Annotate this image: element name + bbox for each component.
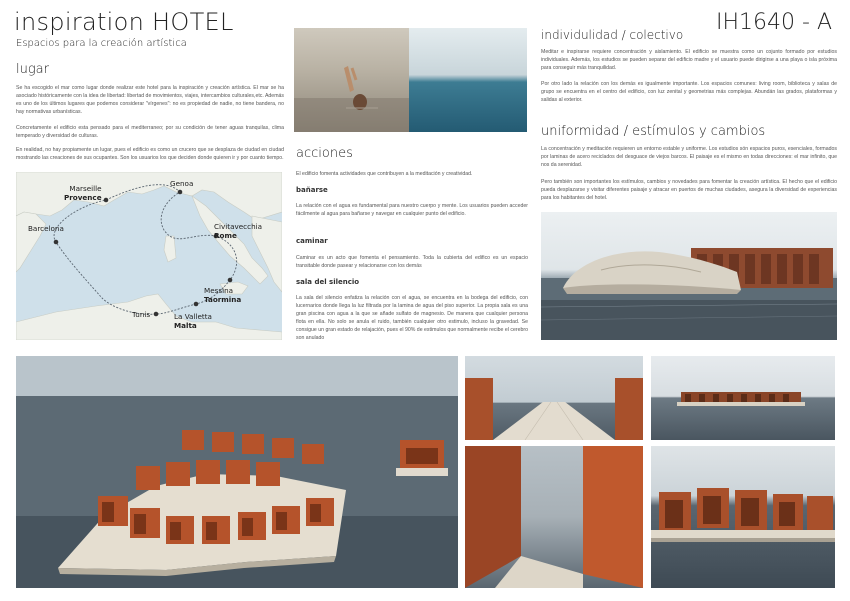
hotel-closeup-render	[651, 446, 835, 588]
deck-walkway-render	[465, 356, 643, 440]
map-dot-tunis	[154, 312, 159, 317]
hotel-side-render	[541, 212, 837, 340]
acciones-heading: acciones	[296, 146, 353, 161]
swimmer-figure	[294, 28, 409, 132]
map-land-iberia	[16, 212, 46, 272]
uniformidad-heading: uniformidad / estímulos y cambios	[541, 124, 766, 139]
map-label-marseille: Marseille Provence	[64, 184, 102, 202]
deck-walkway-graphic	[465, 356, 643, 440]
uniformidad-paragraph-1: La concentración y meditación requieren un entorno estable y uniforme. Los estudios són espacios puros, esenciales, formados por laminas de acero reciclados del desguace de viejos barcos. El paisaje es el mismo en todas direcciones: el mar infinito, que nos da serenidad.	[541, 146, 837, 169]
banarse-text: La relación con el agua es fundamental para nuestro cuerpo y mente. Los usuarios pueden acceder fácilmente al agua para bañarse y navegar en cualquier punto del edificio.	[296, 203, 528, 218]
acciones-intro: El edificio fomenta actividades que contribuyen a la meditación y creatividad.	[296, 171, 473, 177]
hotel-distance-graphic	[651, 356, 835, 440]
individualidad-heading: individulidad / colectivo	[541, 28, 684, 42]
map-label-valletta: La Valletta Malta	[174, 312, 212, 330]
hotel-aerial-render	[16, 356, 458, 588]
map-dot-marseille	[104, 198, 109, 203]
individualidad-paragraph-1: Meditar e inspirarse requiere concentración y aislamiento. El edificio se muestra como un cojunto formado por estudios individuales. Además, los estudios se pueden separar del edificio madre y el usuario puede dirigirse a una playa o isla próxima para conseguir más tranquilidad.	[541, 49, 837, 72]
lugar-paragraph-3: En realidad, no hay propiamente un lugar, pues el edificio es como un crucero que se desplaza de ciudad en ciudad mostrando las creaciones de sus ocupantes. Son los usuarios los que deciden donde quieren ir y por cuanto tiempo.	[16, 147, 284, 162]
map-label-genoa: Genoa	[170, 179, 194, 188]
studio-corridor-render	[465, 446, 643, 588]
silencio-text: La sala del silencio enfatiza la relación con el agua, se encuentra en la bodega del edificio, con lucernarios donde llega la luz filtrada por la lamina de agua del piso superior. La propia sala es una gran piscina con agua a la que se añade sulfato de magnesio. De manera que cualquier persona flota en ella. No solo se anula el ruido, también cualquier otro estimulo, incluso la gravedad. Se consigue un gran estado de relajación, pues el 90% de estimulos que normalmente recibe el cerebro son anulado	[296, 295, 528, 342]
project-code: IH1640 - A	[716, 10, 832, 35]
page-subtitle: Espacios para la creación artística	[16, 38, 187, 49]
caminar-title: caminar	[296, 237, 328, 245]
caminar-text: Caminar es un acto que fomenta el pensamiento. Toda la cubierta del edifico es un espacio transitable donde pasear y relacionarse con los demás	[296, 255, 528, 270]
studio-corridor-graphic	[465, 446, 643, 588]
uniformidad-paragraph-2: Pero también son importantes los estímulos, cambios y novedades para fomentar la creación artística. El hecho que el edificio pueda desplazarse y visitar diferentes paisaje y atracar en puertos de muchas ciudades, asegura la diversidad de experiencias para los habitantes del hotel.	[541, 179, 837, 202]
map-dot-barcelona	[54, 240, 59, 245]
map-land-europe	[16, 172, 282, 220]
map-label-barcelona: Barcelona	[28, 224, 64, 233]
lugar-paragraph-2: Concretamente el edificio esta pensado para el mediterraneo; por su condición de tener aguas tranquilas, clima temperado y diversidad de culturas.	[16, 125, 284, 140]
hotel-side-render-graphic	[541, 212, 837, 340]
lugar-heading: lugar	[16, 62, 49, 77]
hotel-aerial-render-graphic	[16, 356, 458, 588]
sea-horizon-photo	[409, 28, 527, 132]
map-land-sardinia	[164, 236, 176, 262]
map-dot-messina	[228, 278, 233, 283]
hotel-closeup-graphic	[651, 446, 835, 588]
silencio-title: sala del silencio	[296, 278, 360, 286]
mediterranean-route-map	[16, 172, 282, 340]
map-dot-genoa	[178, 190, 183, 195]
map-label-civitavecchia: Civitavecchia Rome	[214, 222, 263, 240]
swimmer-photo	[294, 28, 409, 132]
banarse-title: bañarse	[296, 186, 328, 194]
individualidad-paragraph-2: Por otro lado la relación con los demás es igualmente importante. Los espacios comunes: living room, biblioteca y salas de grupo se encuentra en el centro del edificio, con luz zenital y geometrias más complejas. Abundán las grados, plataformas y salidas al exterior.	[541, 81, 837, 104]
map-label-tunis: Tunis	[132, 310, 151, 319]
map-label-messina: Messina Taormina	[204, 286, 242, 304]
map-dot-valletta	[194, 302, 199, 307]
page-title: inspiration HOTEL	[14, 8, 234, 36]
hotel-distance-render	[651, 356, 835, 440]
lugar-paragraph-1: Se ha escogido el mar como lugar donde realizar este hotel para la inspiración y creación artística. El mar se ha asociado históricamente con la idea de libertad: libertad de movimientos, viajes, intercambios culturales,etc. Además es uno de los últimos lugares que podemos considerar "vírgenes": no es propiedad de nadie, no tiene bandera, no hay normativas urbanísticas.	[16, 85, 284, 116]
